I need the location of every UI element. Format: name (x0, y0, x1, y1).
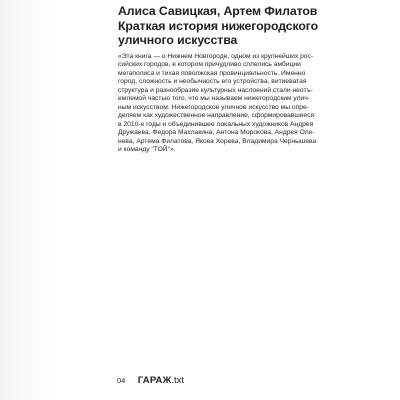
text-line: город, сложность и необычность его устройства, витиеватая (118, 78, 307, 86)
text-line: в 2010-е годы и объединившее локальных художников Андрея (118, 120, 314, 128)
text-line: «Эта книга — о Нижнем Новгороде, одном из крупнейших рос- (118, 53, 314, 60)
text-line: деляем как художественное направление, сформировавшееся (118, 112, 315, 120)
text-line: мегаполиса и тихая поволжская провинциальность. Именно (118, 69, 306, 77)
publisher-logo (138, 375, 184, 387)
quote-paragraph (118, 53, 398, 154)
text-line: сийских городов, в котором причудливо сплелись амбиции (118, 61, 301, 69)
publisher-logo-name: ГАРАЖ (137, 375, 172, 386)
title-line-2: уличного искусства (118, 33, 238, 48)
text-line: Дружаева, Федора Махлакина, Антона Морокова, Андрея Оле- (118, 129, 315, 137)
page-gutter-shadow (0, 0, 58, 400)
text-line: структура и разнообразие культурных наслоений стали неотъ- (118, 86, 313, 94)
text-line: ным искусством. Нижегородское уличное искусство мы опре- (118, 103, 309, 111)
title-line-1: Краткая история нижегородского (118, 18, 319, 33)
page-number: 04 (117, 376, 126, 385)
book-title-block (118, 4, 388, 48)
text-line: емлемой частью того, что мы называем нижегородским улич- (118, 95, 310, 103)
page-footer (117, 369, 185, 386)
text-line: нева, Артема Филатова, Якова Хорева, Владимира Чернышева (118, 137, 317, 145)
publisher-logo-suffix: .txt (171, 375, 185, 386)
title-authors: Алиса Савицкая, Артем Филатов (118, 4, 318, 18)
text-line: и команду "ТОЙ"». (118, 145, 176, 153)
